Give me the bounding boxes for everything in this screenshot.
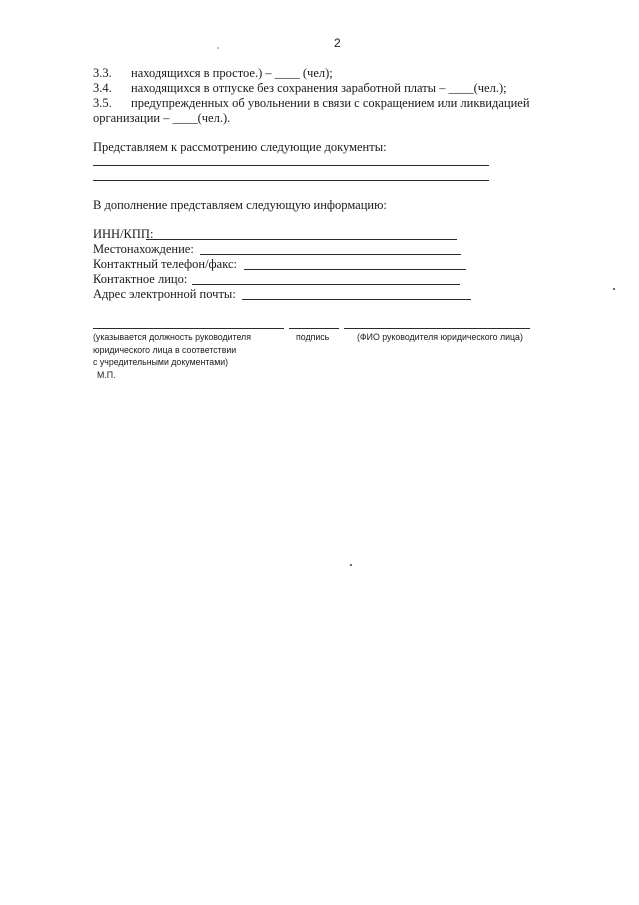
position-caption: юридического лица в соответствии — [93, 345, 237, 355]
location-field[interactable] — [200, 254, 461, 255]
inn-kpp-label: ИНН/КПП: — [93, 227, 154, 241]
documents-heading: Представляем к рассмотрению следующие документы: — [93, 140, 387, 154]
scan-speck — [217, 47, 219, 49]
list-item-text: находящихся в отпуске без сохранения заработной платы – ____(чел.); — [131, 81, 507, 95]
contact-person-label: Контактное лицо: — [93, 272, 188, 286]
list-item — [93, 81, 507, 96]
list-item-number: 3.5. — [93, 96, 112, 110]
signature-line[interactable] — [289, 328, 339, 329]
list-item-text: находящихся в простое.) – ____ (чел); — [131, 66, 333, 80]
position-caption: с учредительными документами) — [93, 357, 229, 367]
list-item-text: предупрежденных об увольнении в связи с сокращением или ликвидацией — [131, 96, 530, 110]
documents-line-1[interactable] — [93, 165, 489, 166]
location-label: Местонахождение: — [93, 242, 194, 256]
list-item — [93, 66, 333, 81]
list-item-continuation: организации – ____(чел.). — [93, 111, 231, 125]
scan-speck — [350, 564, 352, 566]
list-item-number: 3.4. — [93, 81, 112, 95]
phone-fax-label: Контактный телефон/факс: — [93, 257, 237, 271]
name-caption: (ФИО руководителя юридического лица) — [357, 332, 523, 342]
inn-kpp-field[interactable] — [146, 239, 457, 240]
signature-caption: подпись — [296, 332, 330, 342]
contact-person-field[interactable] — [192, 284, 460, 285]
list-item-number: 3.3. — [93, 66, 112, 80]
documents-line-2[interactable] — [93, 180, 489, 181]
stamp-label: М.П. — [97, 370, 116, 380]
info-heading: В дополнение представляем следующую информацию: — [93, 198, 387, 212]
scan-speck — [613, 288, 615, 290]
position-line[interactable] — [93, 328, 284, 329]
email-label: Адрес электронной почты: — [93, 287, 236, 301]
list-item — [93, 96, 530, 111]
position-caption: (указывается должность руководителя — [93, 332, 251, 342]
phone-fax-field[interactable] — [244, 269, 466, 270]
name-line[interactable] — [344, 328, 530, 329]
page-number: 2 — [334, 36, 341, 50]
email-field[interactable] — [242, 299, 471, 300]
